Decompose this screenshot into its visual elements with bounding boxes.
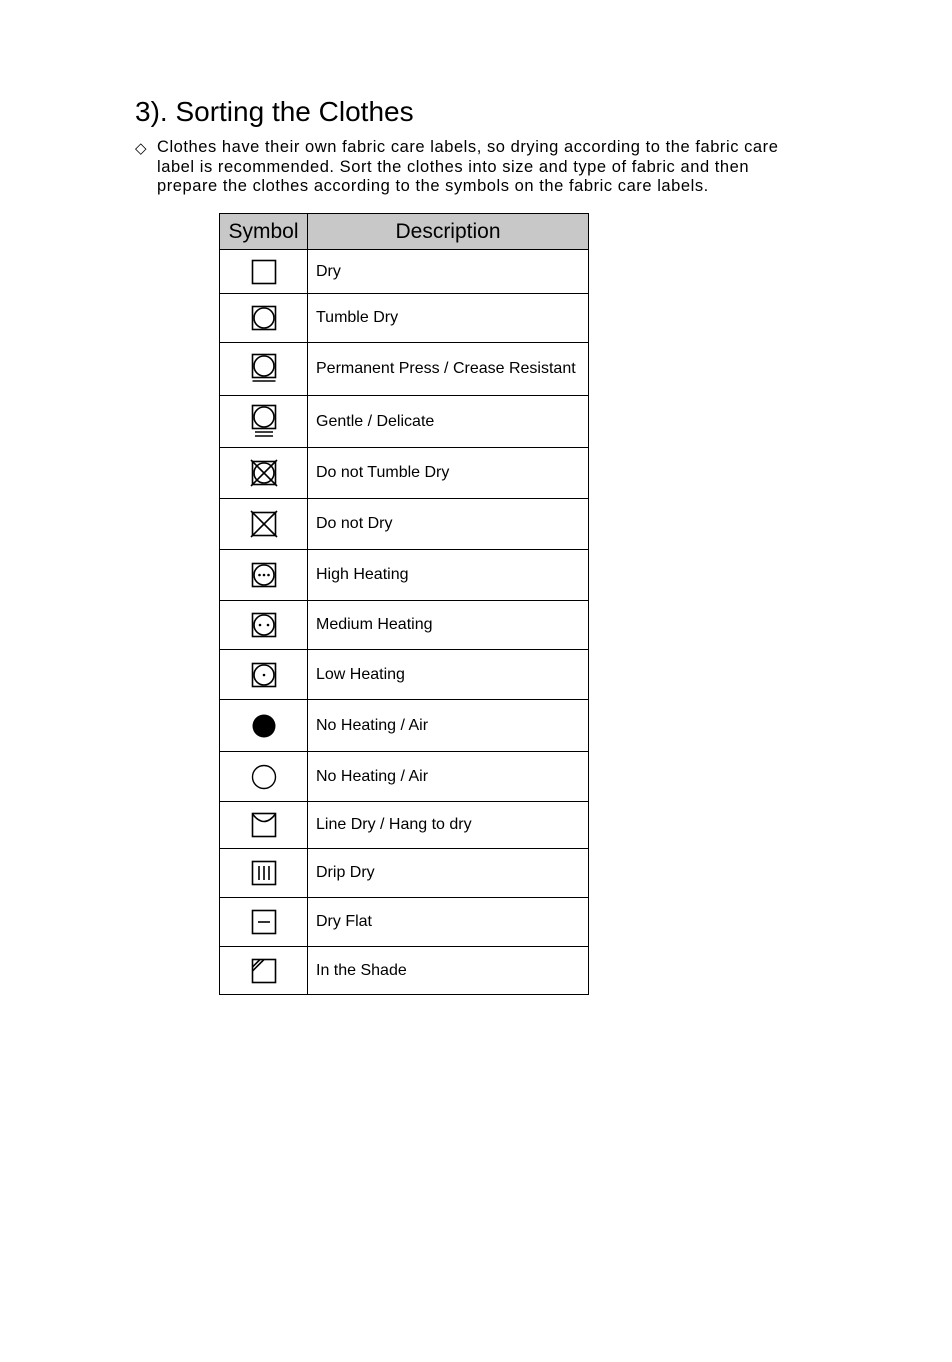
table-row xyxy=(220,448,589,499)
table-row xyxy=(220,294,589,343)
dry-flat-icon xyxy=(251,909,277,935)
symbol-cell xyxy=(220,250,308,294)
table-row xyxy=(220,499,589,550)
table-row xyxy=(220,550,589,601)
table-row xyxy=(220,898,589,947)
do-not-dry-icon xyxy=(250,510,278,538)
empty-circle-icon xyxy=(251,764,277,790)
description-cell: Do not Dry xyxy=(308,499,589,550)
drip-dry-icon xyxy=(251,860,277,886)
symbol-cell xyxy=(220,849,308,898)
table-row xyxy=(220,343,589,396)
description-cell: Tumble Dry xyxy=(308,294,589,343)
table-row xyxy=(220,396,589,448)
diamond-bullet-icon: ◇ xyxy=(135,140,147,157)
symbol-cell xyxy=(220,550,308,601)
table-row xyxy=(220,752,589,802)
do-not-tumble-dry-icon xyxy=(250,459,278,487)
description-cell: Medium Heating xyxy=(308,601,589,650)
header-symbol: Symbol xyxy=(220,214,308,250)
medium-heating-icon xyxy=(251,612,277,638)
section-title: 3). Sorting the Clothes xyxy=(135,96,414,127)
symbol-cell xyxy=(220,499,308,550)
description-cell: Line Dry / Hang to dry xyxy=(308,802,589,849)
symbol-cell xyxy=(220,294,308,343)
line-dry-icon xyxy=(251,812,277,838)
fabric-care-symbols-table xyxy=(219,213,589,995)
description-cell: High Heating xyxy=(308,550,589,601)
table-row xyxy=(220,700,589,752)
description-cell: Gentle / Delicate xyxy=(308,396,589,448)
description-cell: Dry xyxy=(308,250,589,294)
table-row xyxy=(220,650,589,700)
table-row xyxy=(220,802,589,849)
description-cell: Permanent Press / Crease Resistant xyxy=(308,343,589,396)
symbol-cell xyxy=(220,802,308,849)
symbol-cell xyxy=(220,650,308,700)
high-heating-icon xyxy=(251,562,277,588)
symbol-cell xyxy=(220,752,308,802)
tumble-dry-icon xyxy=(251,305,277,331)
table-row xyxy=(220,947,589,995)
table-header-row xyxy=(220,214,589,250)
symbol-cell xyxy=(220,947,308,995)
symbol-cell xyxy=(220,396,308,448)
table-row xyxy=(220,849,589,898)
symbol-cell xyxy=(220,448,308,499)
dry-square-icon xyxy=(251,259,277,285)
low-heating-icon xyxy=(251,662,277,688)
description-cell: No Heating / Air xyxy=(308,700,589,752)
description-cell: Dry Flat xyxy=(308,898,589,947)
description-cell: No Heating / Air xyxy=(308,752,589,802)
table-row xyxy=(220,250,589,294)
symbol-cell xyxy=(220,700,308,752)
description-cell: In the Shade xyxy=(308,947,589,995)
symbol-cell xyxy=(220,343,308,396)
symbol-cell xyxy=(220,601,308,650)
filled-circle-icon xyxy=(251,713,277,739)
permanent-press-icon xyxy=(251,353,277,385)
intro-text: Clothes have their own fabric care labels, so drying according to the fabric care label is recommended. Sort the clothes into size and type of fabric and then prepare the clothes according to the symbols on the fabric care labels. xyxy=(157,138,779,195)
header-description: Description xyxy=(308,214,589,250)
symbol-cell xyxy=(220,898,308,947)
table-row xyxy=(220,601,589,650)
in-the-shade-icon xyxy=(251,958,277,984)
description-cell: Drip Dry xyxy=(308,849,589,898)
description-cell: Do not Tumble Dry xyxy=(308,448,589,499)
description-cell: Low Heating xyxy=(308,650,589,700)
gentle-delicate-icon xyxy=(251,404,277,440)
